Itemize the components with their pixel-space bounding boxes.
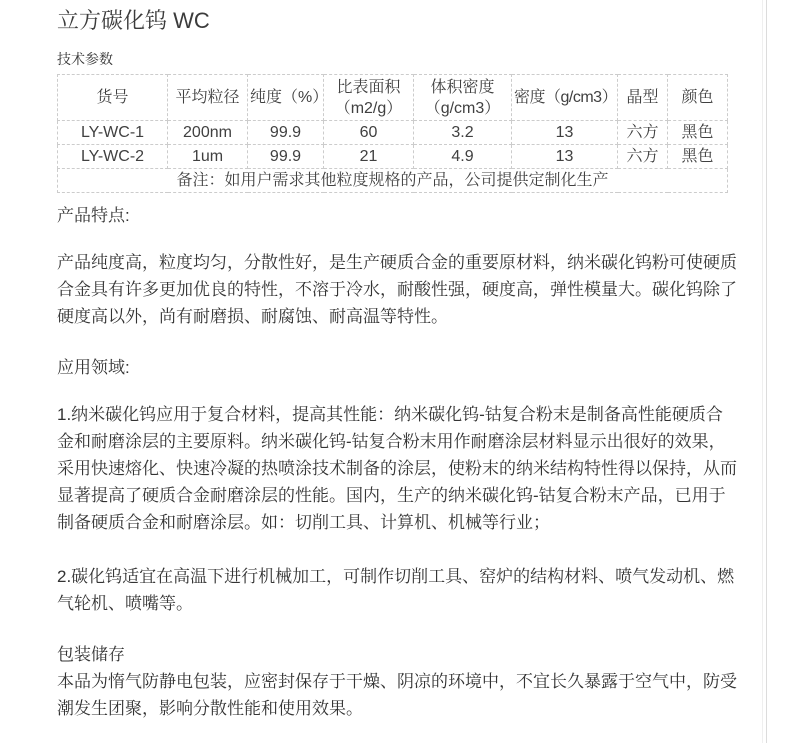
col-header-item-no: 货号 (58, 75, 168, 121)
cell-color: 黑色 (668, 145, 728, 169)
cell-item-no: LY-WC-1 (58, 121, 168, 145)
cell-density: 13 (512, 121, 618, 145)
application-item-2: 2.碳化钨适宜在高温下进行机械加工，可制作切削工具、窑炉的结构材料、喷气发动机、燃气轮机、喷嘴等。 (57, 567, 735, 613)
features-heading: 产品特点: (57, 206, 130, 225)
cell-purity: 99.9 (248, 145, 324, 169)
col-header-purity: 纯度（%） (248, 75, 324, 121)
content-column (57, 0, 737, 722)
cell-density: 13 (512, 145, 618, 169)
page-title: 立方碳化钨 WC (57, 8, 210, 33)
tech-params-label: 技术参数 (57, 51, 113, 67)
cell-crystal-form: 六方 (618, 121, 668, 145)
table-note-row (58, 169, 728, 193)
col-header-crystal-form: 晶型 (618, 75, 668, 121)
storage-heading: 包装储存 (57, 645, 125, 664)
cell-bulk-density: 4.9 (414, 145, 512, 169)
cell-bulk-density: 3.2 (414, 121, 512, 145)
table-note: 备注：如用户需求其他粒度规格的产品，公司提供定制化生产 (58, 169, 728, 193)
cell-specific-surface-area: 21 (324, 145, 414, 169)
tech-params-table (57, 74, 728, 193)
col-header-density: 密度（g/cm3） (512, 75, 618, 121)
table-header-row (58, 75, 728, 121)
table-row (58, 121, 728, 145)
cell-crystal-form: 六方 (618, 145, 668, 169)
applications-heading: 应用领域: (57, 358, 130, 377)
cell-color: 黑色 (668, 121, 728, 145)
cell-purity: 99.9 (248, 121, 324, 145)
table-row (58, 145, 728, 169)
col-header-specific-surface-area: 比表面积（m2/g） (324, 75, 414, 121)
right-border-line-faint (762, 0, 763, 743)
storage-body: 本品为惰气防静电包装，应密封保存于干燥、阴凉的环境中，不宜长久暴露于空气中，防受潮发生团聚，影响分散性能和使用效果。 (57, 672, 737, 718)
cell-avg-particle-size: 200nm (168, 121, 248, 145)
col-header-bulk-density: 体积密度（g/cm3） (414, 75, 512, 121)
col-header-color: 颜色 (668, 75, 728, 121)
right-border-line (766, 0, 767, 743)
features-body: 产品纯度高，粒度均匀，分散性好，是生产硬质合金的重要原材料，纳米碳化钨粉可使硬质合金具有许多更加优良的特性，不溶于冷水，耐酸性强，硬度高，弹性模量大。碳化钨除了硬度高以外，尚有耐磨损、耐腐蚀、耐高温等特性。 (57, 253, 737, 326)
cell-item-no: LY-WC-2 (58, 145, 168, 169)
cell-specific-surface-area: 60 (324, 121, 414, 145)
cell-avg-particle-size: 1um (168, 145, 248, 169)
application-item-1: 1.纳米碳化钨应用于复合材料，提高其性能：纳米碳化钨-钴复合粉末是制备高性能硬质合金和耐磨涂层的主要原料。纳米碳化钨-钴复合粉末用作耐磨涂层材料显示出很好的效果，采用快速熔化、快速冷凝的热喷涂技术制备的涂层，使粉末的纳米结构特性得以保持，从而显著提高了硬质合金耐磨涂层的性能。国内，生产的纳米碳化钨-钴复合粉末产品，已用于制备硬质合金和耐磨涂层。如：切削工具、计算机、机械等行业； (57, 405, 737, 532)
col-header-avg-particle-size: 平均粒径 (168, 75, 248, 121)
